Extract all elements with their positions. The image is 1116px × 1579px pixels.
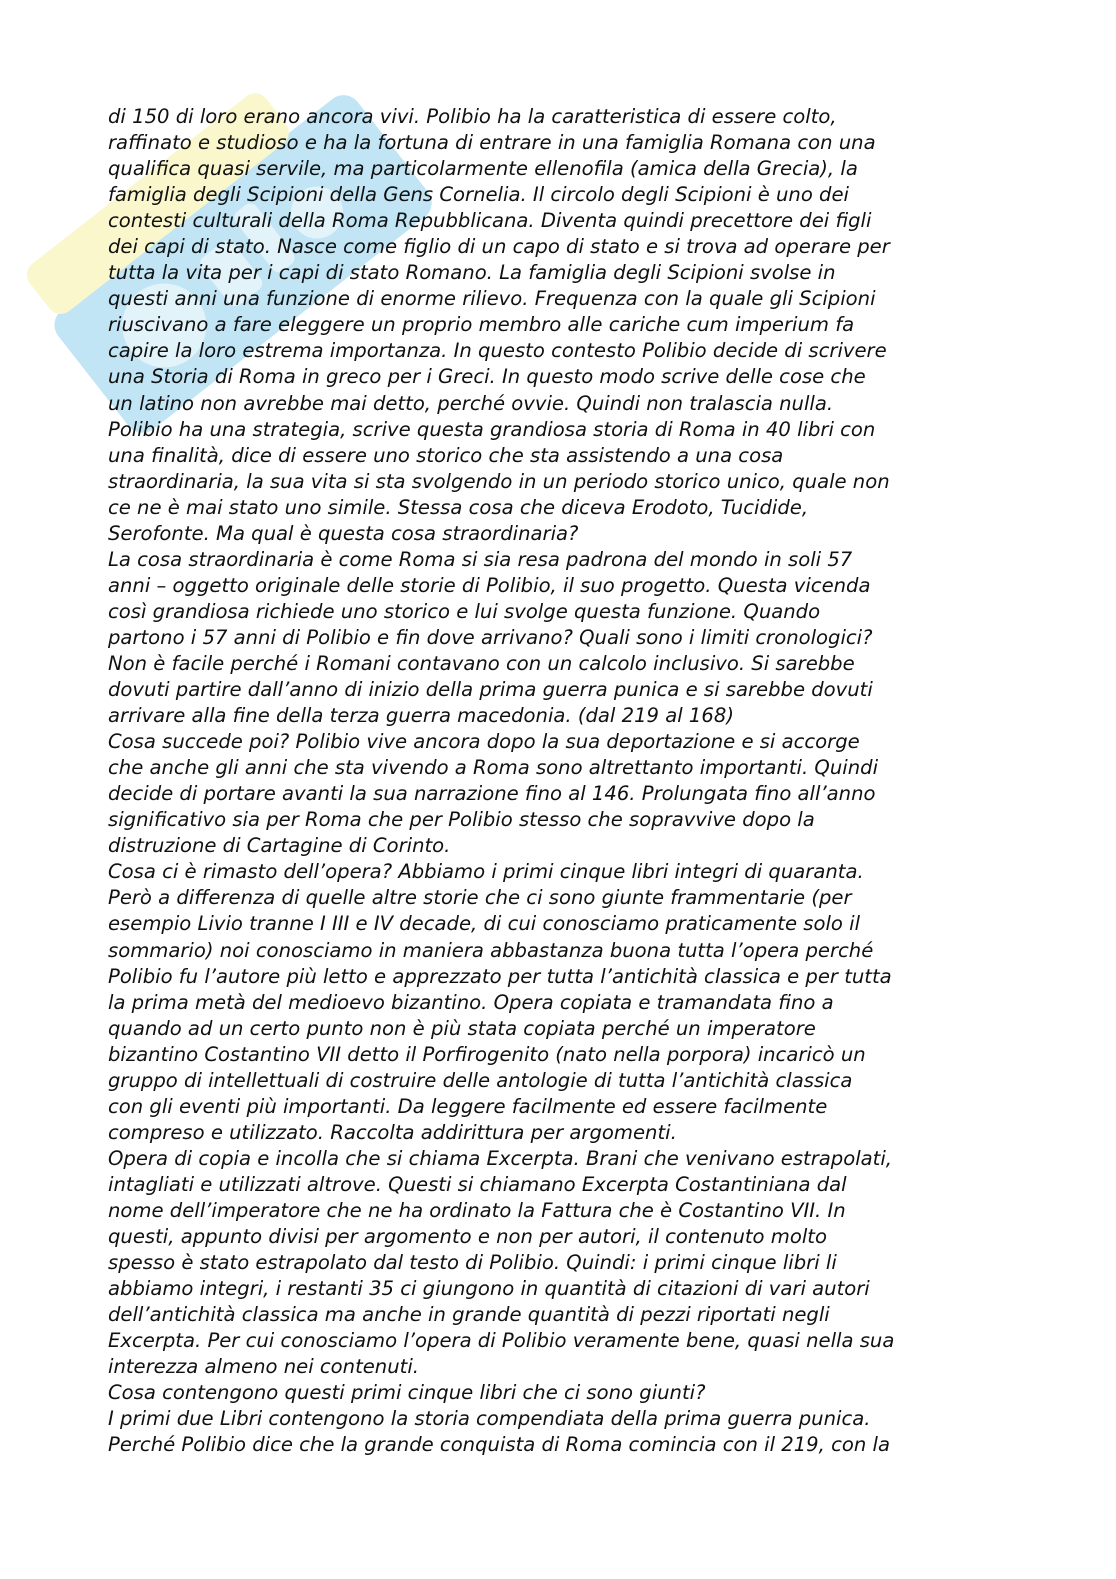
- text-line: questi, appunto divisi per argomento e non per autori, il contenuto molto: [108, 1225, 827, 1249]
- text-line: interezza almeno nei contenuti.: [108, 1355, 419, 1379]
- text-line: riuscivano a fare eleggere un proprio membro alle cariche cum imperium fa: [108, 313, 855, 337]
- text-line: intagliati e utilizzati altrove. Questi si chiamano Excerpta Costantiniana dal: [108, 1172, 847, 1196]
- text-line: anni – oggetto originale delle storie di Polibio, il suo progetto. Questa vicenda: [108, 573, 871, 597]
- text-line: una finalità, dice di essere uno storico che sta assistendo a una cosa: [108, 443, 784, 467]
- text-line: una Storia di Roma in greco per i Greci. In questo modo scrive delle cose che: [108, 365, 866, 389]
- text-line: I primi due Libri contengono la storia compendiata della prima guerra punica.: [108, 1407, 871, 1431]
- text-line: dei capi di stato. Nasce come figlio di un capo di stato e si trova ad operare per: [108, 235, 890, 259]
- text-line: bizantino Costantino VII detto il Porfirogenito (nato nella porpora) incaricò un: [108, 1042, 866, 1066]
- text-line: dovuti partire dall’anno di inizio della prima guerra punica e si sarebbe dovuti: [108, 678, 873, 702]
- text-line: sommario) noi conosciamo in maniera abbastanza buona tutta l’opera perché: [108, 938, 874, 962]
- text-line: qualifica quasi servile, ma particolarmente ellenofila (amica della Grecia), la: [108, 157, 858, 181]
- text-line: Opera di copia e incolla che si chiama Excerpta. Brani che venivano estrapolati,: [108, 1146, 893, 1170]
- text-line: Però a differenza di quelle altre storie che ci sono giunte frammentarie (per: [108, 886, 852, 910]
- text-line: Cosa contengono questi primi cinque libri che ci sono giunti?: [108, 1381, 706, 1405]
- text-line: Non è facile perché i Romani contavano con un calcolo inclusivo. Si sarebbe: [108, 651, 855, 675]
- text-line: questi anni una funzione di enorme rilievo. Frequenza con la quale gli Scipioni: [108, 287, 876, 311]
- text-line: abbiamo integri, i restanti 35 ci giungono in quantità di citazioni di vari autori: [108, 1277, 870, 1301]
- text-line: distruzione di Cartagine di Corinto.: [108, 834, 451, 858]
- text-line: dell’antichità classica ma anche in grande quantità di pezzi riportati negli: [108, 1303, 830, 1327]
- text-line: significativo sia per Roma che per Polibio stesso che sopravvive dopo la: [108, 808, 815, 832]
- text-line: arrivare alla fine della terza guerra macedonia. (dal 219 al 168): [108, 704, 734, 728]
- text-line: capire la loro estrema importanza. In questo contesto Polibio decide di scrivere: [108, 339, 887, 363]
- text-line: straordinaria, la sua vita si sta svolgendo in un periodo storico unico, quale non: [108, 469, 890, 493]
- text-line: La cosa straordinaria è come Roma si sia resa padrona del mondo in soli 57: [108, 547, 853, 571]
- text-line: esempio Livio tranne I III e IV decade, di cui conosciamo praticamente solo il: [108, 912, 861, 936]
- text-line: Excerpta. Per cui conosciamo l’opera di Polibio veramente bene, quasi nella sua: [108, 1329, 895, 1353]
- text-line: quando ad un certo punto non è più stata copiata perché un imperatore: [108, 1016, 816, 1040]
- text-line: Cosa ci è rimasto dell’opera? Abbiamo i primi cinque libri integri di quaranta.: [108, 860, 864, 884]
- text-line: partono i 57 anni di Polibio e fin dove arrivano? Quali sono i limiti cronologici?: [108, 625, 873, 649]
- text-line: tutta la vita per i capi di stato Romano. La famiglia degli Scipioni svolse in: [108, 261, 836, 285]
- text-line: di 150 di loro erano ancora vivi. Polibio ha la caratteristica di essere colto,: [108, 105, 837, 128]
- text-line: Perché Polibio dice che la grande conquista di Roma comincia con il 219, con la: [108, 1433, 890, 1457]
- text-line: nome dell’imperatore che ne ha ordinato la Fattura che è Costantino VII. In: [108, 1198, 846, 1222]
- text-line: gruppo di intellettuali di costruire delle antologie di tutta l’antichità classica: [108, 1068, 853, 1092]
- text-line: così grandiosa richiede uno storico e lui svolge questa funzione. Quando: [108, 599, 821, 623]
- text-line: Cosa succede poi? Polibio vive ancora dopo la sua deportazione e si accorge: [108, 730, 860, 754]
- text-line: Serofonte. Ma qual è questa cosa straordinaria?: [108, 521, 579, 545]
- body-text: [108, 104, 1020, 1458]
- text-line: compreso e utilizzato. Raccolta addirittura per argomenti.: [108, 1120, 677, 1144]
- text-line: Polibio ha una strategia, scrive questa grandiosa storia di Roma in 40 libri con: [108, 417, 876, 441]
- text-line: con gli eventi più importanti. Da leggere facilmente ed essere facilmente: [108, 1094, 828, 1118]
- text-line: famiglia degli Scipioni della Gens Cornelia. Il circolo degli Scipioni è uno dei: [108, 183, 849, 207]
- text-line: raffinato e studioso e ha la fortuna di entrare in una famiglia Romana con una: [108, 131, 876, 155]
- text-line: spesso è stato estrapolato dal testo di Polibio. Quindi: i primi cinque libri li: [108, 1251, 837, 1275]
- text-line: la prima metà del medioevo bizantino. Opera copiata e tramandata fino a: [108, 990, 834, 1014]
- text-line: decide di portare avanti la sua narrazione fino al 146. Prolungata fino all’anno: [108, 782, 876, 806]
- text-line: che anche gli anni che sta vivendo a Roma sono altrettanto importanti. Quindi: [108, 756, 879, 780]
- text-line: ce ne è mai stato uno simile. Stessa cosa che diceva Erodoto, Tucidide,: [108, 495, 809, 519]
- text-line: un latino non avrebbe mai detto, perché ovvie. Quindi non tralascia nulla.: [108, 391, 834, 415]
- text-line: Polibio fu l’autore più letto e apprezzato per tutta l’antichità classica e per tutta: [108, 964, 892, 988]
- text-line: contesti culturali della Roma Repubblicana. Diventa quindi precettore dei figli: [108, 209, 872, 233]
